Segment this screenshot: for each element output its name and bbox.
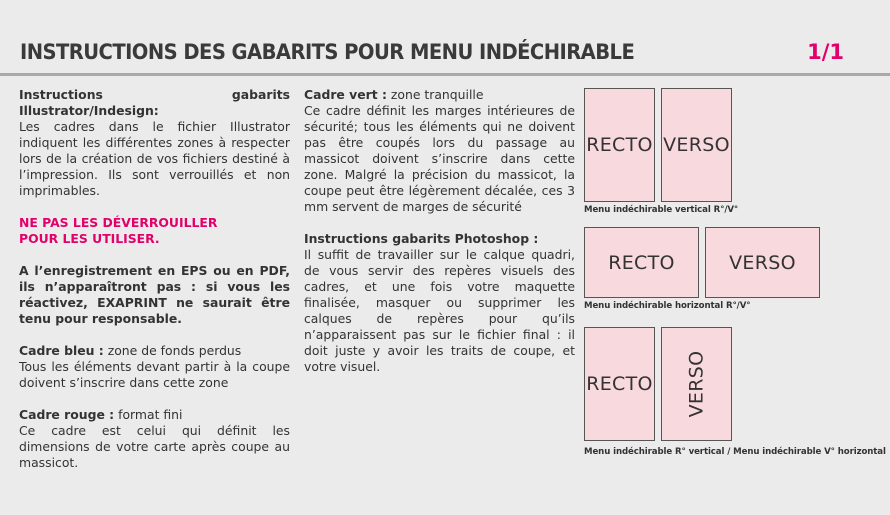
warning-section [19, 215, 290, 247]
cadre-bleu-section [19, 343, 290, 391]
recto-box-horizontal [584, 227, 699, 298]
warning-line-1: NE PAS LES DÉVERROUILLER [19, 215, 218, 230]
recto-label: RECTO [608, 251, 675, 274]
caption-mixed: Menu indéchirable R° vertical / Menu indéchirable V° horizontal [584, 447, 886, 457]
verso-box-mixed [661, 327, 732, 441]
left-column [19, 87, 290, 487]
page-number: 1/1 [807, 40, 844, 64]
recto-box-mixed [584, 327, 655, 441]
cadre-rouge-label: Cadre rouge : [19, 407, 115, 422]
cadre-vert-section [304, 87, 575, 215]
recto-box-vertical [584, 88, 655, 202]
export-text: A l’enregistrement en EPS ou en PDF, ils n’apparaîtront pas : si vous les réactivez, EXAPRINT ne saurait être tenu pour responsable. [19, 263, 290, 326]
illustrator-section [19, 87, 290, 199]
cadre-rouge-sub: format fini [118, 407, 183, 422]
verso-box-vertical [661, 88, 732, 202]
verso-label: VERSO [663, 134, 730, 156]
middle-column [304, 87, 575, 391]
header-divider [0, 73, 890, 76]
recto-label: RECTO [586, 373, 653, 395]
cadre-bleu-text: Tous les éléments devant partir à la coupe doivent s’inscrire dans cette zone [19, 359, 290, 390]
illustrator-text: Les cadres dans le fichier Illustrator indiquent les différentes zones à respecter lors de la création de vos fichiers destiné à l’impression. Ils sont verrouillés et non imprimables. [19, 119, 290, 198]
photoshop-section [304, 231, 575, 375]
cadre-vert-label: Cadre vert : [304, 87, 387, 102]
cadre-rouge-text: Ce cadre est celui qui définit les dimensions de votre carte après coupe au massicot. [19, 423, 290, 470]
photoshop-text: Il suffit de travailler sur le calque quadri, de vous servir des repères visuels des cadres, et une fois votre maquette finalisée, masquer ou supprimer les calques de repères pour qu’ils n’apparaissent pas sur le fichier final : il doit juste y avoir les traits de coupe, et votre visuel. [304, 247, 575, 374]
page-header [0, 0, 890, 76]
recto-label: RECTO [586, 134, 653, 156]
cadre-bleu-sub: zone de fonds perdus [107, 343, 242, 358]
caption-vertical: Menu indéchirable vertical R°/V° [584, 205, 739, 215]
verso-label: VERSO [729, 251, 796, 274]
verso-box-horizontal [705, 227, 820, 298]
caption-horizontal: Menu indéchirable horizontal R°/V° [584, 301, 751, 311]
cadre-rouge-section [19, 407, 290, 471]
cadre-vert-text: Ce cadre définit les marges intérieures de sécurité; tous les éléments qui ne doivent pas être coupés lors du passage au massicot doivent s’inscrire dans cette zone. Malgré la précision du massicot, la coupe peut être légèrement décalée, ces 3 mm servent de marges de sécurité [304, 103, 575, 214]
cadre-vert-sub: zone tranquille [390, 87, 484, 102]
illustrator-heading: Instructions gabarits Illustrator/Indesign: [19, 87, 290, 118]
cadre-bleu-label: Cadre bleu : [19, 343, 104, 358]
photoshop-heading: Instructions gabarits Photoshop : [304, 231, 539, 246]
verso-label-rotated: VERSO [685, 350, 708, 418]
warning-line-2: POUR LES UTILISER. [19, 231, 160, 246]
export-section [19, 263, 290, 327]
page-title: INSTRUCTIONS DES GABARITS POUR MENU INDÉCHIRABLE [20, 40, 635, 64]
